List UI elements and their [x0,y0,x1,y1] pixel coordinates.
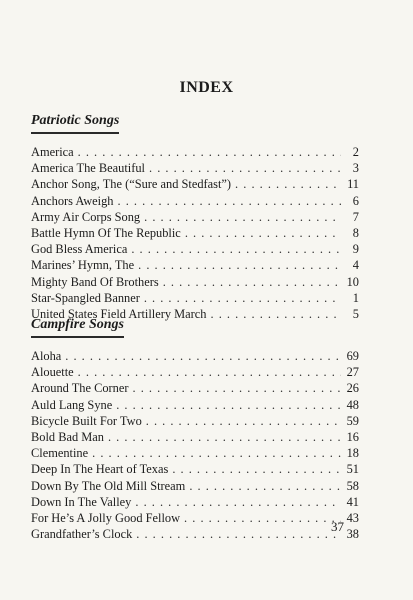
entry-title: Aloha [31,349,62,363]
dot-leader [65,348,341,364]
entry-title: United States Field Artillery March [31,306,207,321]
entry-page-number: 41 [346,494,359,509]
dot-leader [185,225,341,241]
entry-page-number: 18 [346,446,359,461]
index-entry [31,397,359,413]
entry-page-number: 3 [352,161,359,176]
entry-page-number: 58 [346,478,359,493]
entry-page-number: 6 [352,193,359,208]
entry-page-number: 26 [346,381,359,396]
index-entry [31,225,359,241]
entry-title: Alouette [31,365,74,380]
entry-title: Clementine [31,446,89,461]
entry-page-number: 2 [352,145,359,159]
entry-title: Down In The Valley [31,494,132,509]
entry-page-number: 11 [347,177,359,192]
entry-page-number: 7 [352,209,359,224]
section-campfire-songs [31,315,359,542]
entry-title: Army Air Corps Song [31,209,141,224]
index-entry [31,241,359,257]
entry-title: Auld Lang Syne [31,397,113,412]
entry-list [31,144,359,322]
entry-list [31,348,359,542]
dot-leader [172,461,341,477]
dot-leader [78,364,341,380]
dot-leader [146,413,341,429]
entry-page-number: 8 [352,225,359,240]
dot-leader [136,526,341,542]
entry-title: Anchors Aweigh [31,193,114,208]
entry-page-number: 27 [346,365,359,380]
dot-leader [189,478,341,494]
index-entry [31,429,359,445]
section-patriotic-songs [31,111,359,322]
dot-leader [135,494,341,510]
dot-leader [184,510,341,526]
entry-page-number: 38 [346,527,359,542]
index-entry [31,413,359,429]
index-entry [31,193,359,209]
index-entry [31,510,359,526]
entry-title: Battle Hymn Of The Republic [31,225,181,240]
entry-title: Deep In The Heart of Texas [31,462,169,477]
entry-title: Mighty Band Of Brothers [31,274,159,289]
dot-leader [118,193,342,209]
entry-page-number: 48 [346,397,359,412]
index-entry [31,364,359,380]
dot-leader [133,380,342,396]
section-heading: Patriotic Songs [31,113,119,134]
dot-leader [235,176,341,192]
entry-page-number: 5 [352,306,359,321]
dot-leader [108,429,341,445]
dot-leader [144,209,341,225]
entry-page-number: 4 [352,258,359,273]
entry-page-number: 16 [346,429,359,444]
entry-title: Marines’ Hymn, The [31,258,135,273]
entry-title: America The Beautiful [31,161,145,176]
entry-page-number: 69 [346,349,359,363]
index-entry [31,160,359,176]
index-entry [31,257,359,273]
entry-title: Grandfather’s Clock [31,527,133,542]
dot-leader [149,160,341,176]
entry-title: Down By The Old Mill Stream [31,478,186,493]
entry-title: Star-Spangled Banner [31,290,140,305]
index-entry [31,274,359,290]
page-number: 37 [331,519,344,534]
dot-leader [131,241,341,257]
index-entry [31,176,359,192]
dot-leader [138,257,341,273]
entry-title: Bicycle Built For Two [31,413,142,428]
entry-page-number: 1 [352,290,359,305]
index-entry [31,478,359,494]
entry-title: Bold Bad Man [31,429,104,444]
index-entry [31,461,359,477]
entry-page-number: 51 [346,462,359,477]
entry-page-number: 10 [346,274,359,289]
dot-leader [92,445,341,461]
entry-title: Around The Corner [31,381,129,396]
dot-leader [116,397,341,413]
entry-page-number: 59 [346,413,359,428]
index-entry [31,290,359,306]
index-entry [31,209,359,225]
entry-title: God Bless America [31,242,128,257]
entry-page-number: 9 [352,242,359,257]
index-entry [31,445,359,461]
dot-leader [78,144,341,160]
section-heading: Campfire Songs [31,317,124,338]
dot-leader [163,274,341,290]
entry-page-number: 43 [346,510,359,525]
entry-title: America [31,145,74,159]
index-entry [31,144,359,160]
entry-title: Anchor Song, The (“Sure and Stedfast”) [31,177,232,192]
entry-title: For He’s A Jolly Good Fellow [31,510,181,525]
index-entry [31,348,359,364]
index-entry [31,494,359,510]
page-title: INDEX [179,79,234,96]
index-entry [31,526,359,542]
dot-leader [144,290,341,306]
index-entry [31,380,359,396]
